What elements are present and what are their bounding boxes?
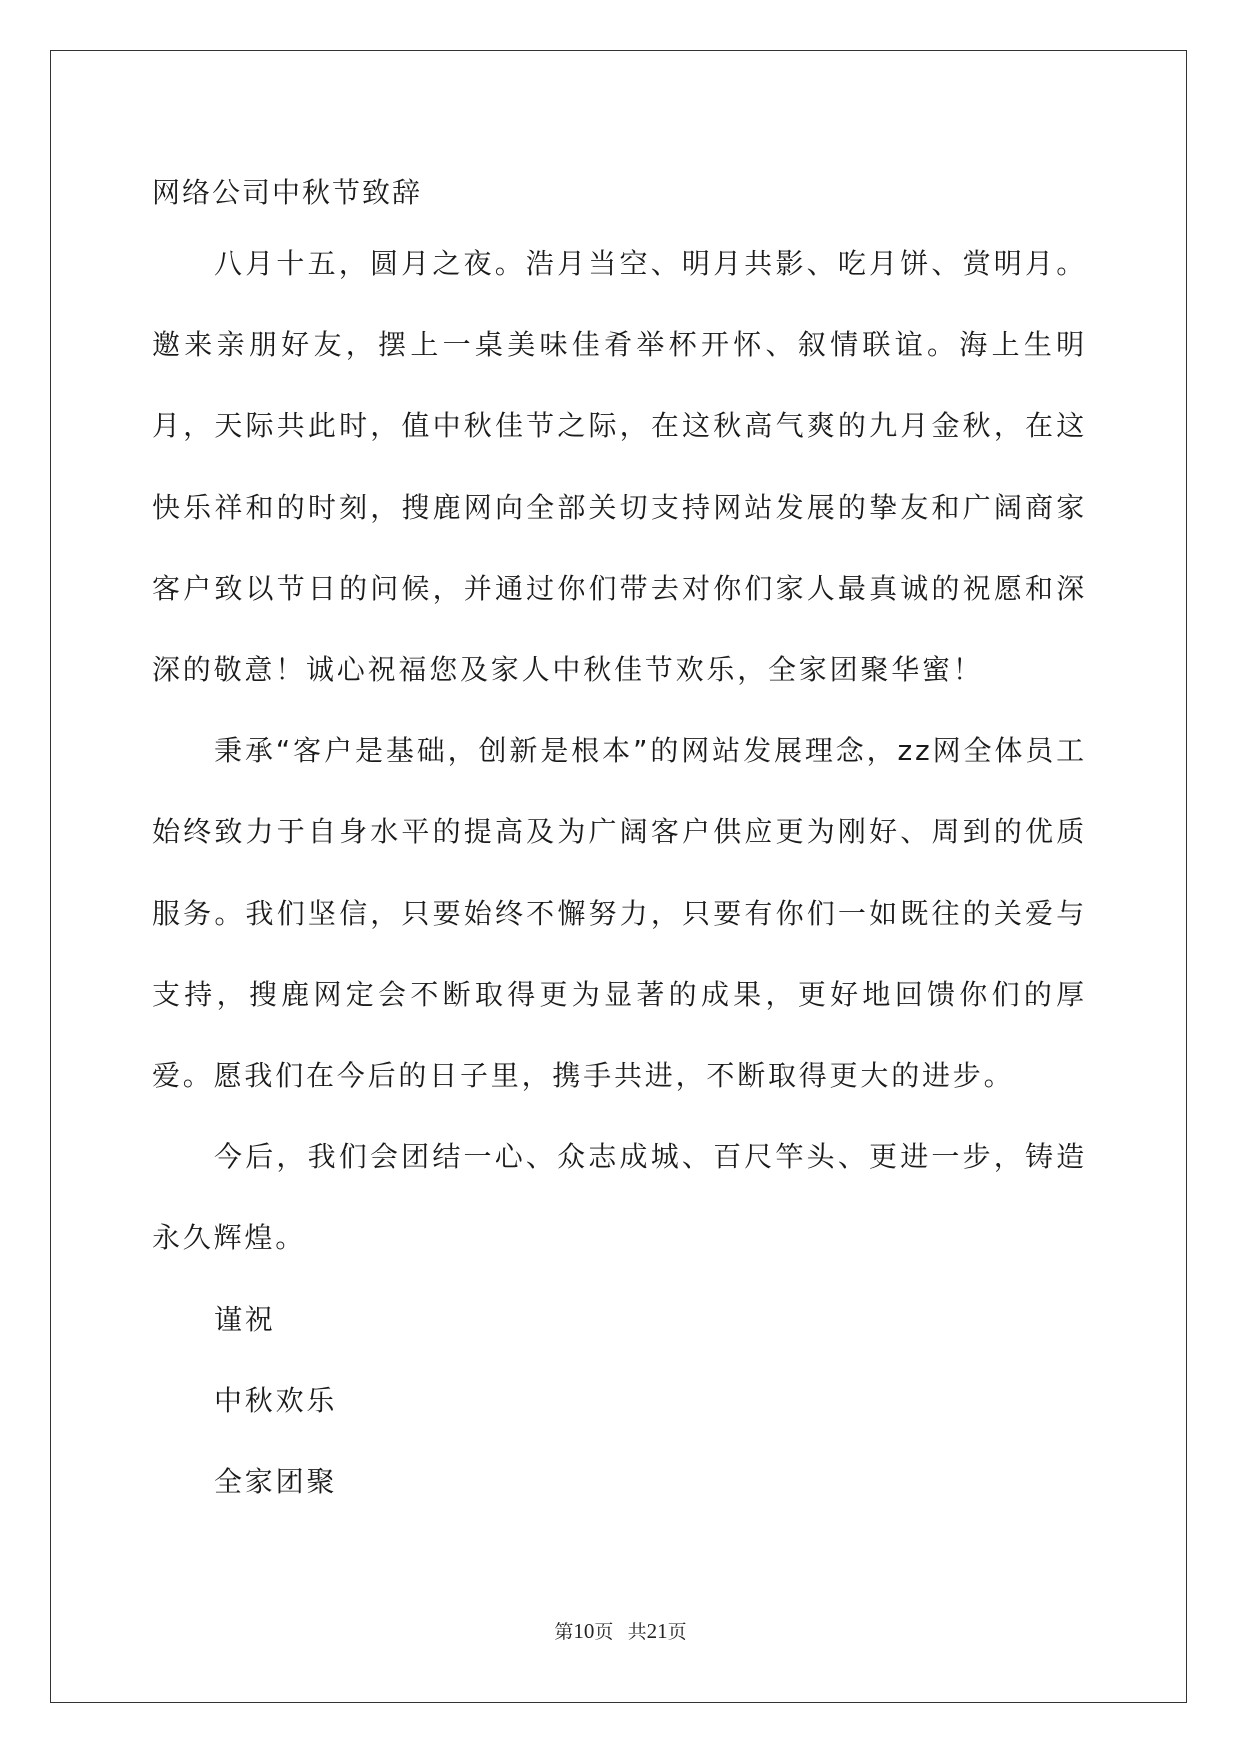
page-suffix: 页 [594, 1622, 614, 1643]
document-title: 网络公司中秋节致辞 [152, 176, 423, 209]
page-number: 10 [573, 1619, 595, 1643]
total-pages: 21 [646, 1619, 668, 1643]
paragraph: 秉承“客户是基础，创新是根本”的网站发展理念，zz网全体员工始终致力于自身水平的提高及为广阔客户供应更为刚好、周到的优质服务。我们坚信，只要始终不懈努力，只要有你们一如既往的关爱与支持，搜鹿网定会不断取得更为显著的成果，更好地回馈你们的厚爱。愿我们在今后的日子里，携手共进，不断取得更大的进步。 [152, 734, 1087, 1093]
closing-line: 全家团聚 [214, 1465, 338, 1499]
paragraph: 今后，我们会团结一心、众志成城、百尺竿头、更进一步，铸造永久辉煌。 [152, 1140, 1087, 1255]
document-body [152, 163, 1087, 1522]
page-footer [0, 1617, 1241, 1644]
total-prefix: 共 [627, 1622, 647, 1643]
paragraph: 八月十五，圆月之夜。浩月当空、明月共影、吃月饼、赏明月。邀来亲朋好友，摆上一桌美味佳肴举杯开怀、叙情联谊。海上生明月，天际共此时，值中秋佳节之际，在这秋高气爽的九月金秋，在这快乐祥和的时刻，搜鹿网向全部关切支持网站发展的挚友和广阔商家客户致以节日的问候，并通过你们带去对你们家人最真诚的祝愿和深深的敬意！诚心祝福您及家人中秋佳节欢乐，全家团聚华蜜！ [152, 247, 1087, 687]
closing-line: 中秋欢乐 [214, 1383, 338, 1417]
total-suffix: 页 [667, 1622, 687, 1643]
page-prefix: 第 [554, 1622, 574, 1643]
closing-line: 谨祝 [214, 1302, 276, 1336]
